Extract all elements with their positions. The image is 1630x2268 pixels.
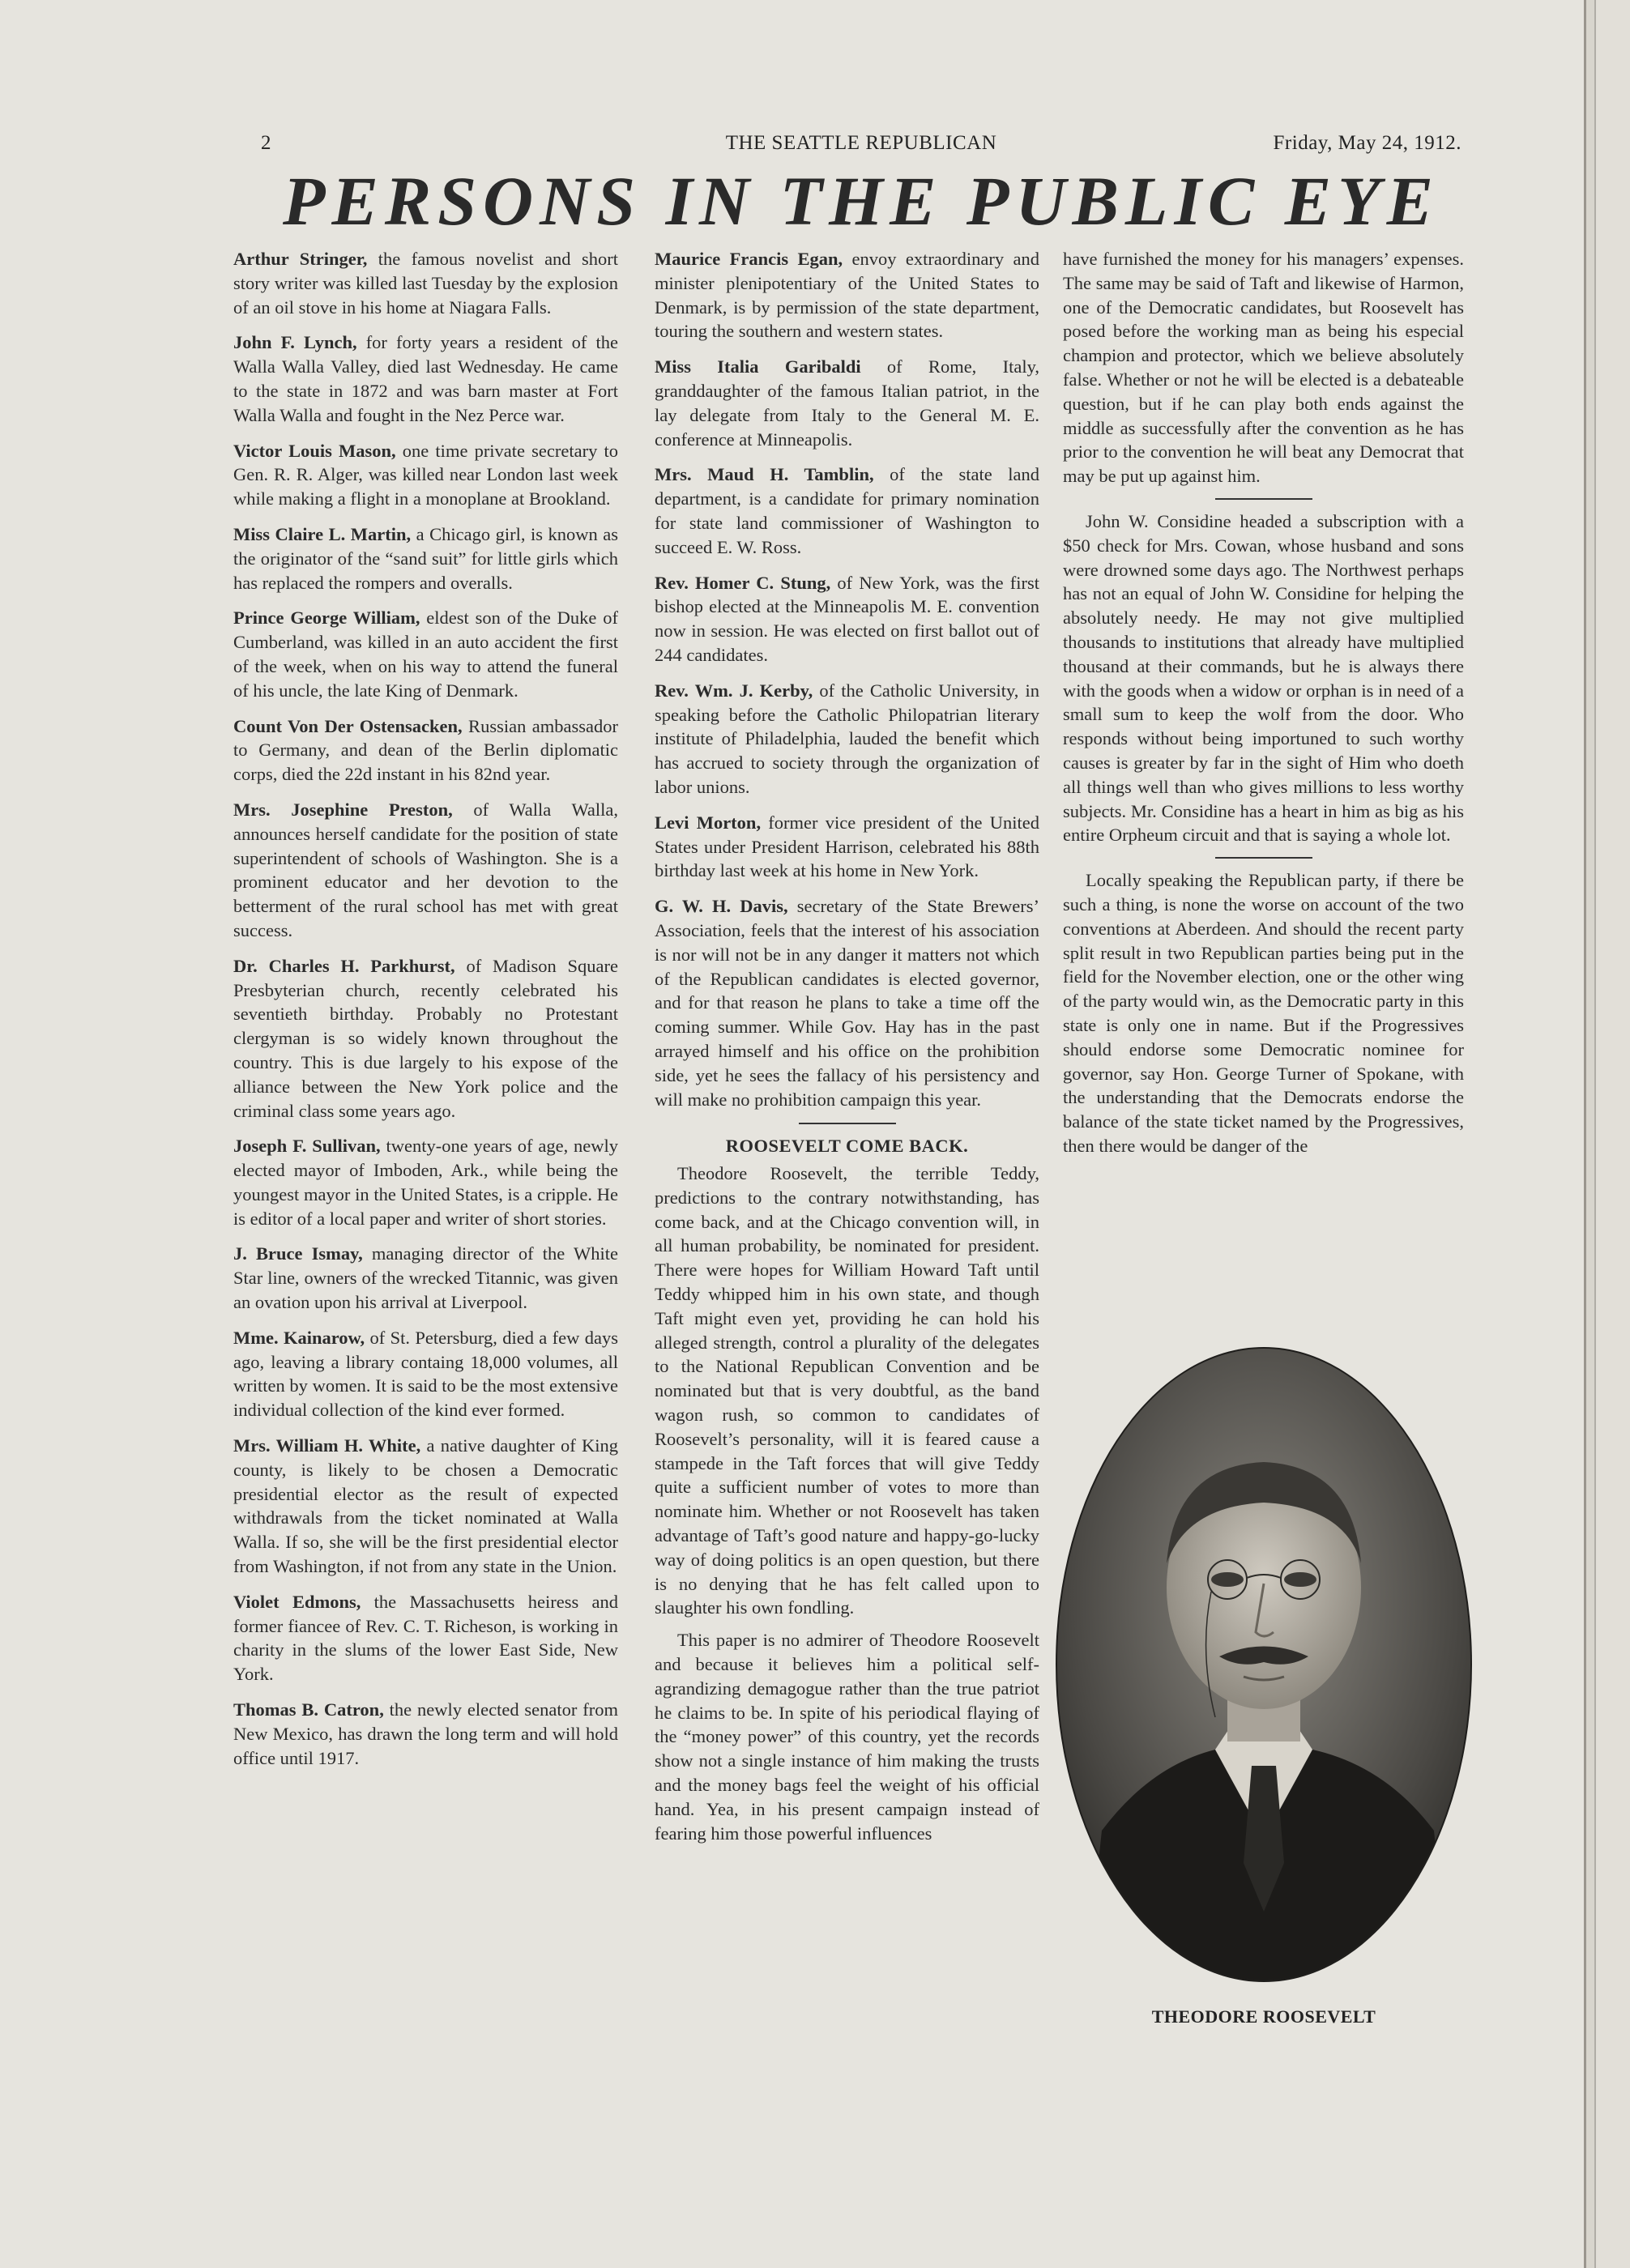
news-item-name: Violet Edmons, <box>233 1591 361 1612</box>
news-item-text: of St. Petersburg, died a few days ago, leaving a library containg 18,000 volumes, all written by women. It is said to be the most extensive individual collection of the kind ever formed. <box>233 1327 618 1421</box>
roosevelt-portrait <box>1053 1345 1474 1985</box>
news-item <box>233 1434 618 1579</box>
news-item <box>233 1590 618 1686</box>
news-item-name: Prince George William, <box>233 608 420 629</box>
news-item-text: secretary of the State Brewers’ Association, feels that the interest of his association is nor will not be in any danger it matters not which of the Republican candidates is elected governor, and for that reason he plans to take a time off the coming summer. While Gov. Hay has in the past arrayed himself and his office on the prohibition side, yet he sees the fallacy of his persistency and will make no prohibition campaign this year. <box>655 896 1039 1110</box>
news-item-text: a Chicago girl, is known as the originator of the “sand suit” for little girls which has replaced the rompers and overalls. <box>233 523 618 593</box>
news-item <box>655 247 1039 343</box>
news-item-text: managing director of the White Star line, owners of the wrecked Titannic, was given an ovation upon his arrival at Liverpool. <box>233 1243 618 1313</box>
column-2 <box>655 247 1039 1853</box>
news-item-name: Arthur Stringer, <box>233 249 368 269</box>
news-item <box>233 798 618 943</box>
column-3 <box>1063 247 1464 1166</box>
news-item <box>233 606 618 702</box>
news-item-name: Dr. Charles H. Parkhurst, <box>233 955 455 976</box>
news-item-name: J. Bruce Ismay, <box>233 1243 363 1264</box>
divider <box>799 1123 896 1124</box>
divider <box>1215 498 1312 500</box>
news-item <box>655 811 1039 883</box>
roosevelt-article-title: ROOSEVELT COME BACK. <box>725 1136 969 1157</box>
news-item <box>655 571 1039 667</box>
news-item-text: one time private secretary to Gen. R. R. Alger, was killed near London last week while making a flight in a monoplane at Brookland. <box>233 440 618 509</box>
column-2-items <box>655 247 1039 1111</box>
news-item-name: G. W. H. Davis, <box>655 896 788 917</box>
news-item-name: Mrs. William H. White, <box>233 1435 421 1456</box>
news-item-text: eldest son of the Duke of Cumberland, was killed in an auto accident the first of the week, when on his way to attend the funeral of his uncle, the late King of Denmark. <box>233 608 618 701</box>
news-item-name: John F. Lynch, <box>233 332 357 353</box>
news-item-name: Rev. Wm. J. Kerby, <box>655 680 813 701</box>
news-item <box>233 247 618 319</box>
news-item-name: Mrs. Josephine Preston, <box>233 799 453 820</box>
news-item-name: Miss Claire L. Martin, <box>233 523 412 544</box>
news-item <box>233 714 618 787</box>
news-item-text: envoy extraordinary and minister plenipotentiary of the United States to Denmark, is by permission of the state department, touring the southern and western states. <box>655 249 1039 342</box>
roosevelt-article-continuation: have furnished the money for his managers’ expenses. The same may be said of Taft and likewise of Harmon, one of the Democratic candidates, but Roosevelt has posed before the working man as being his especial champion and protector, which we believe absolutely false. Whether or not he will be elected is a debateable question, but if he can play both ends against the middle as successfully after the convention as he has prior to the convention he will beat any Democrat that may be put up against him. <box>1063 249 1464 487</box>
news-item-text: the famous novelist and short story writer was killed last Tuesday by the explosion of an oil stove in his home at Niagara Falls. <box>233 249 618 318</box>
news-item-name: Mrs. Maud H. Tamblin, <box>655 464 874 485</box>
news-item-text: a native daughter of King county, is likely to be chosen a Democratic presidential elector as the result of expected withdrawals from the ticket nominated at Walla Walla. If so, she will be the first presidential elector from Washington, if not from any state in the Union. <box>233 1435 618 1577</box>
news-item-name: Victor Louis Mason, <box>233 440 396 461</box>
news-item-text: of Rome, Italy, granddaughter of the famous Italian patriot, in the lay delegate from Italy to the General M. E. conference at Minneapolis. <box>655 356 1039 450</box>
news-item-text: the Massachusetts heiress and former fiancee of Rev. C. T. Richeson, is working in charity in the slums of the lower East Side, New York. <box>233 1591 618 1685</box>
news-item <box>655 463 1039 559</box>
news-item <box>655 355 1039 451</box>
news-item-name: Count Von Der Ostensacken, <box>233 715 463 736</box>
adjacent-page-edge <box>1584 0 1630 2268</box>
news-item-text: former vice president of the United States under President Harrison, celebrated his 88th birthday last week at his home in New York. <box>655 812 1039 881</box>
news-item <box>233 522 618 595</box>
page-header <box>261 132 1461 164</box>
news-item-text: of New York, was the first bishop elected at the Minneapolis M. E. convention now in session. He was elected on first ballot out of 244 candidates. <box>655 572 1039 665</box>
considine-article: John W. Considine headed a subscription with a $50 check for Mrs. Cowan, whose husband and sons were drowned some days ago. The Northwest perhaps has not an equal of John W. Considine for helping the absolutely needy. He may not give multiplied thousands to institutions that already have multiplied thousand at their commands, but he is always there with the goods when a widow or orphan is in need of a small sum to keep the wolf from the door. Who responds without being importuned to such worthy causes is greater by far in the sight of Him who doeth all things well than who gives millions to less worthy subjects. Mr. Considine has a heart in him as big as his entire Orpheum circuit and that is saying a whole lot. <box>1063 510 1464 846</box>
news-item-text: of Walla Walla, announces herself candidate for the position of state superintendent of schools of Washington. She is a prominent educator and her devotion to the betterment of the rural school has met with great success. <box>233 799 618 940</box>
divider <box>1215 857 1312 859</box>
issue-date: Friday, May 24, 1912. <box>1273 132 1461 154</box>
news-item-name: Levi Morton, <box>655 812 762 833</box>
news-item <box>233 439 618 511</box>
news-item-text: of Madison Square Presbyterian church, recently celebrated his seventieth birthday. Probably no Protestant clergyman is so widely known throughout the country. This is due largely to his expose of the alliance between the New York police and the criminal class some years ago. <box>233 955 618 1121</box>
news-item-text: of the state land department, is a candidate for primary nomination for state land commissioner of Washington to succeed E. W. Ross. <box>655 464 1039 557</box>
news-item <box>655 679 1039 799</box>
page-number: 2 <box>261 132 271 154</box>
news-item-name: Rev. Homer C. Stung, <box>655 572 831 593</box>
news-item-name: Joseph F. Sullivan, <box>233 1136 381 1157</box>
news-item-name: Maurice Francis Egan, <box>655 249 843 269</box>
column-1 <box>233 247 618 1781</box>
news-item-text: for forty years a resident of the Walla Walla Valley, died last Wednesday. He came to the state in 1872 and was barn master at Fort Walla Walla and fought in the Nez Perce war. <box>233 332 618 425</box>
news-item <box>233 1242 618 1314</box>
page-headline: PERSONS IN THE PUBLIC EYE <box>282 162 1440 240</box>
paper-name: THE SEATTLE REPUBLICAN <box>725 132 997 154</box>
news-item-text: twenty-one years of age, newly elected mayor of Imboden, Ark., while being the youngest mayor in the United States, is a cripple. He is editor of a local paper and writer of short stories. <box>233 1136 618 1229</box>
news-item <box>233 954 618 1123</box>
news-item-text: the newly elected senator from New Mexico, has drawn the long term and will hold office until 1917. <box>233 1699 618 1768</box>
news-item <box>655 894 1039 1111</box>
news-item <box>233 1326 618 1422</box>
portrait-caption: THEODORE ROOSEVELT <box>1151 2006 1376 2027</box>
roosevelt-article-paragraph: This paper is no admirer of Theodore Roosevelt and because it believes him a political self-agrandizing demagogue rather than the true patriot he claims to be. In spite of his periodical flaying of the “money power” of this country, yet the records show not a single instance of him making the trusts and the money bags feel the weight of his official hand. Yea, in his present campaign instead of fearing him those powerful influences <box>655 1630 1039 1844</box>
news-item-text: of the Catholic University, in speaking before the Catholic Philopatrian literary institute of Philadelphia, lauded the benefit which has accrued to society through the organization of labor unions. <box>655 680 1040 797</box>
republican-article: Locally speaking the Republican party, if there be such a thing, is none the worse on account of the two conventions at Aberdeen. And should the recent party split result in two Republican parties being put in the field for the November election, one or the other wing of the party would win, as the Democratic party in this state is only one in name. But if the Progressives should endorse some Democratic nominee for governor, say Hon. George Turner of Spokane, with the understanding that the Democrats endorse the balance of the state ticket named by the Progressives, then there would be danger of the <box>1063 870 1464 1156</box>
news-item-name: Miss Italia Garibaldi <box>655 356 861 377</box>
news-item <box>233 330 618 427</box>
roosevelt-article-paragraph: Theodore Roosevelt, the terrible Teddy, predictions to the contrary notwithstanding, has come back, and at the Chicago convention will, in all human probability, be nominated for president. There were hopes for William Howard Taft until Teddy whipped him in his own state, and though Taft might even yet, providing he can hold his alleged strength, control a plurality of the delegates to the National Republican Convention and be nominated but that is very doubtful, as the band wagon rush, so common to candidates of Roosevelt’s personality, will it is feared cause a stampede in the Taft forces that will give Teddy quite a sufficient number of votes to more than nominate him. Whether or not Roosevelt has taken advantage of Taft’s good nature and happy-go-lucky way of doing politics is an open question, but there is no denying that he has felt called upon to slaughter his own fondling. <box>655 1163 1039 1618</box>
news-item-name: Mme. Kainarow, <box>233 1327 365 1348</box>
news-item-text: Russian ambassador to Germany, and dean of the Berlin diplomatic corps, died the 22d instant in his 82nd year. <box>233 715 618 785</box>
news-item-name: Thomas B. Catron, <box>233 1699 384 1720</box>
news-item <box>233 1698 618 1770</box>
news-item <box>233 1134 618 1230</box>
